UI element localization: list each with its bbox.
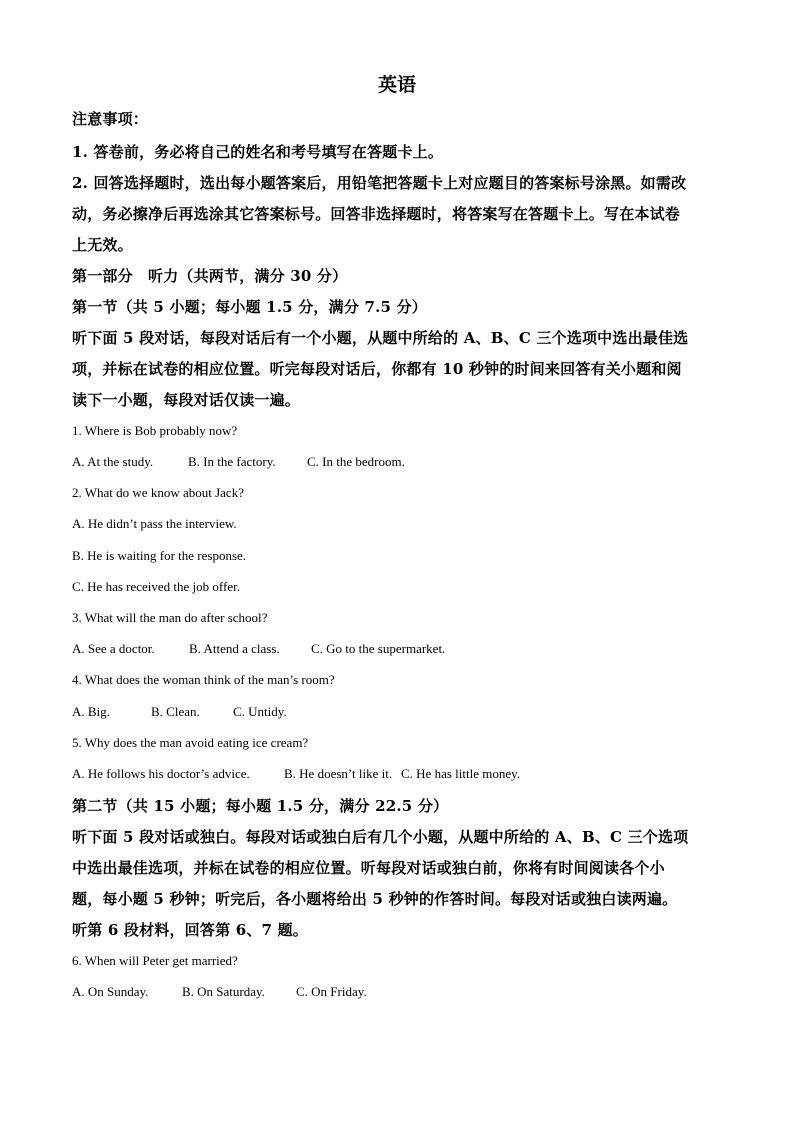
option-a: A. Big. [72, 704, 110, 719]
option-c: C. Untidy. [233, 704, 287, 719]
question-1: 1. Where is Bob probably now? [72, 423, 238, 438]
question-5: 5. Why does the man avoid eating ice cream? [72, 735, 309, 750]
section2-instructions-line-2: 中选出最佳选项，并标在试卷的相应位置。听每段对话或独白前，你将有时间阅读各个小 [72, 859, 665, 877]
section1-instructions-line-2: 项，并标在试卷的相应位置。听完每段对话后，你都有 10 秒钟的时间来回答有关小题和阅 [72, 360, 682, 378]
question-2-option-b: B. He is waiting for the response. [72, 548, 247, 563]
option-c: C. On Friday. [296, 984, 367, 999]
question-6-options [72, 984, 367, 1000]
option-a: A. He follows his doctor’s advice. [72, 766, 250, 781]
option-c: C. He has little money. [401, 766, 521, 781]
material-6-instruction: 听第 6 段材料，回答第 6、7 题。 [72, 921, 309, 939]
question-2-option-c: C. He has received the job offer. [72, 579, 240, 594]
option-b: B. He doesn’t like it. [284, 766, 393, 781]
question-4-options [72, 704, 287, 720]
notice-heading: 注意事项： [72, 110, 149, 128]
question-5-options [72, 766, 520, 782]
option-b: B. In the factory. [188, 454, 276, 469]
option-b: B. On Saturday. [182, 984, 265, 999]
notice-item-2-line-3: 上无效。 [72, 236, 133, 254]
question-2: 2. What do we know about Jack? [72, 485, 244, 500]
option-c: C. In the bedroom. [307, 454, 405, 469]
notice-item-1: 1. 答卷前，务必将自己的姓名和考号填写在答题卡上。 [72, 143, 444, 161]
option-c: C. Go to the supermarket. [311, 641, 446, 656]
section1-instructions-line-1: 听下面 5 段对话，每段对话后有一个小题，从题中所给的 A、B、C 三个选项中选出最佳选 [72, 329, 689, 347]
question-6: 6. When will Peter get married? [72, 953, 238, 968]
question-1-options [72, 454, 405, 470]
section2-heading: 第二节（共 15 小题；每小题 1.5 分，满分 22.5 分） [72, 797, 449, 815]
option-b: B. Clean. [151, 704, 200, 719]
option-a: A. See a doctor. [72, 641, 155, 656]
section1-instructions-line-3: 读下一小题，每段对话仅读一遍。 [72, 391, 301, 409]
notice-item-2-line-1: 2. 回答选择题时，选出每小题答案后，用铅笔把答题卡上对应题目的答案标号涂黑。如需改 [72, 174, 687, 192]
option-a: A. On Sunday. [72, 984, 149, 999]
part1-heading: 第一部分 听力（共两节，满分 30 分） [72, 267, 348, 285]
section2-instructions-line-1: 听下面 5 段对话或独白。每段对话或独白后有几个小题，从题中所给的 A、B、C 三个选项 [72, 828, 689, 846]
question-3-options [72, 641, 445, 657]
notice-item-2-line-2: 动，务必擦净后再选涂其它答案标号。回答非选择题时，将答案写在答题卡上。写在本试卷 [72, 205, 681, 223]
section2-instructions-line-3: 题，每小题 5 秒钟；听完后，各小题将给出 5 秒钟的作答时间。每段对话或独白读两遍。 [72, 890, 678, 908]
option-a: A. At the study. [72, 454, 154, 469]
page-title: 英语 [377, 74, 416, 96]
question-2-option-a: A. He didn’t pass the interview. [72, 516, 237, 531]
option-b: B. Attend a class. [189, 641, 280, 656]
section1-heading: 第一节（共 5 小题；每小题 1.5 分，满分 7.5 分） [72, 298, 427, 316]
question-3: 3. What will the man do after school? [72, 610, 268, 625]
question-4: 4. What does the woman think of the man’s room? [72, 672, 335, 687]
